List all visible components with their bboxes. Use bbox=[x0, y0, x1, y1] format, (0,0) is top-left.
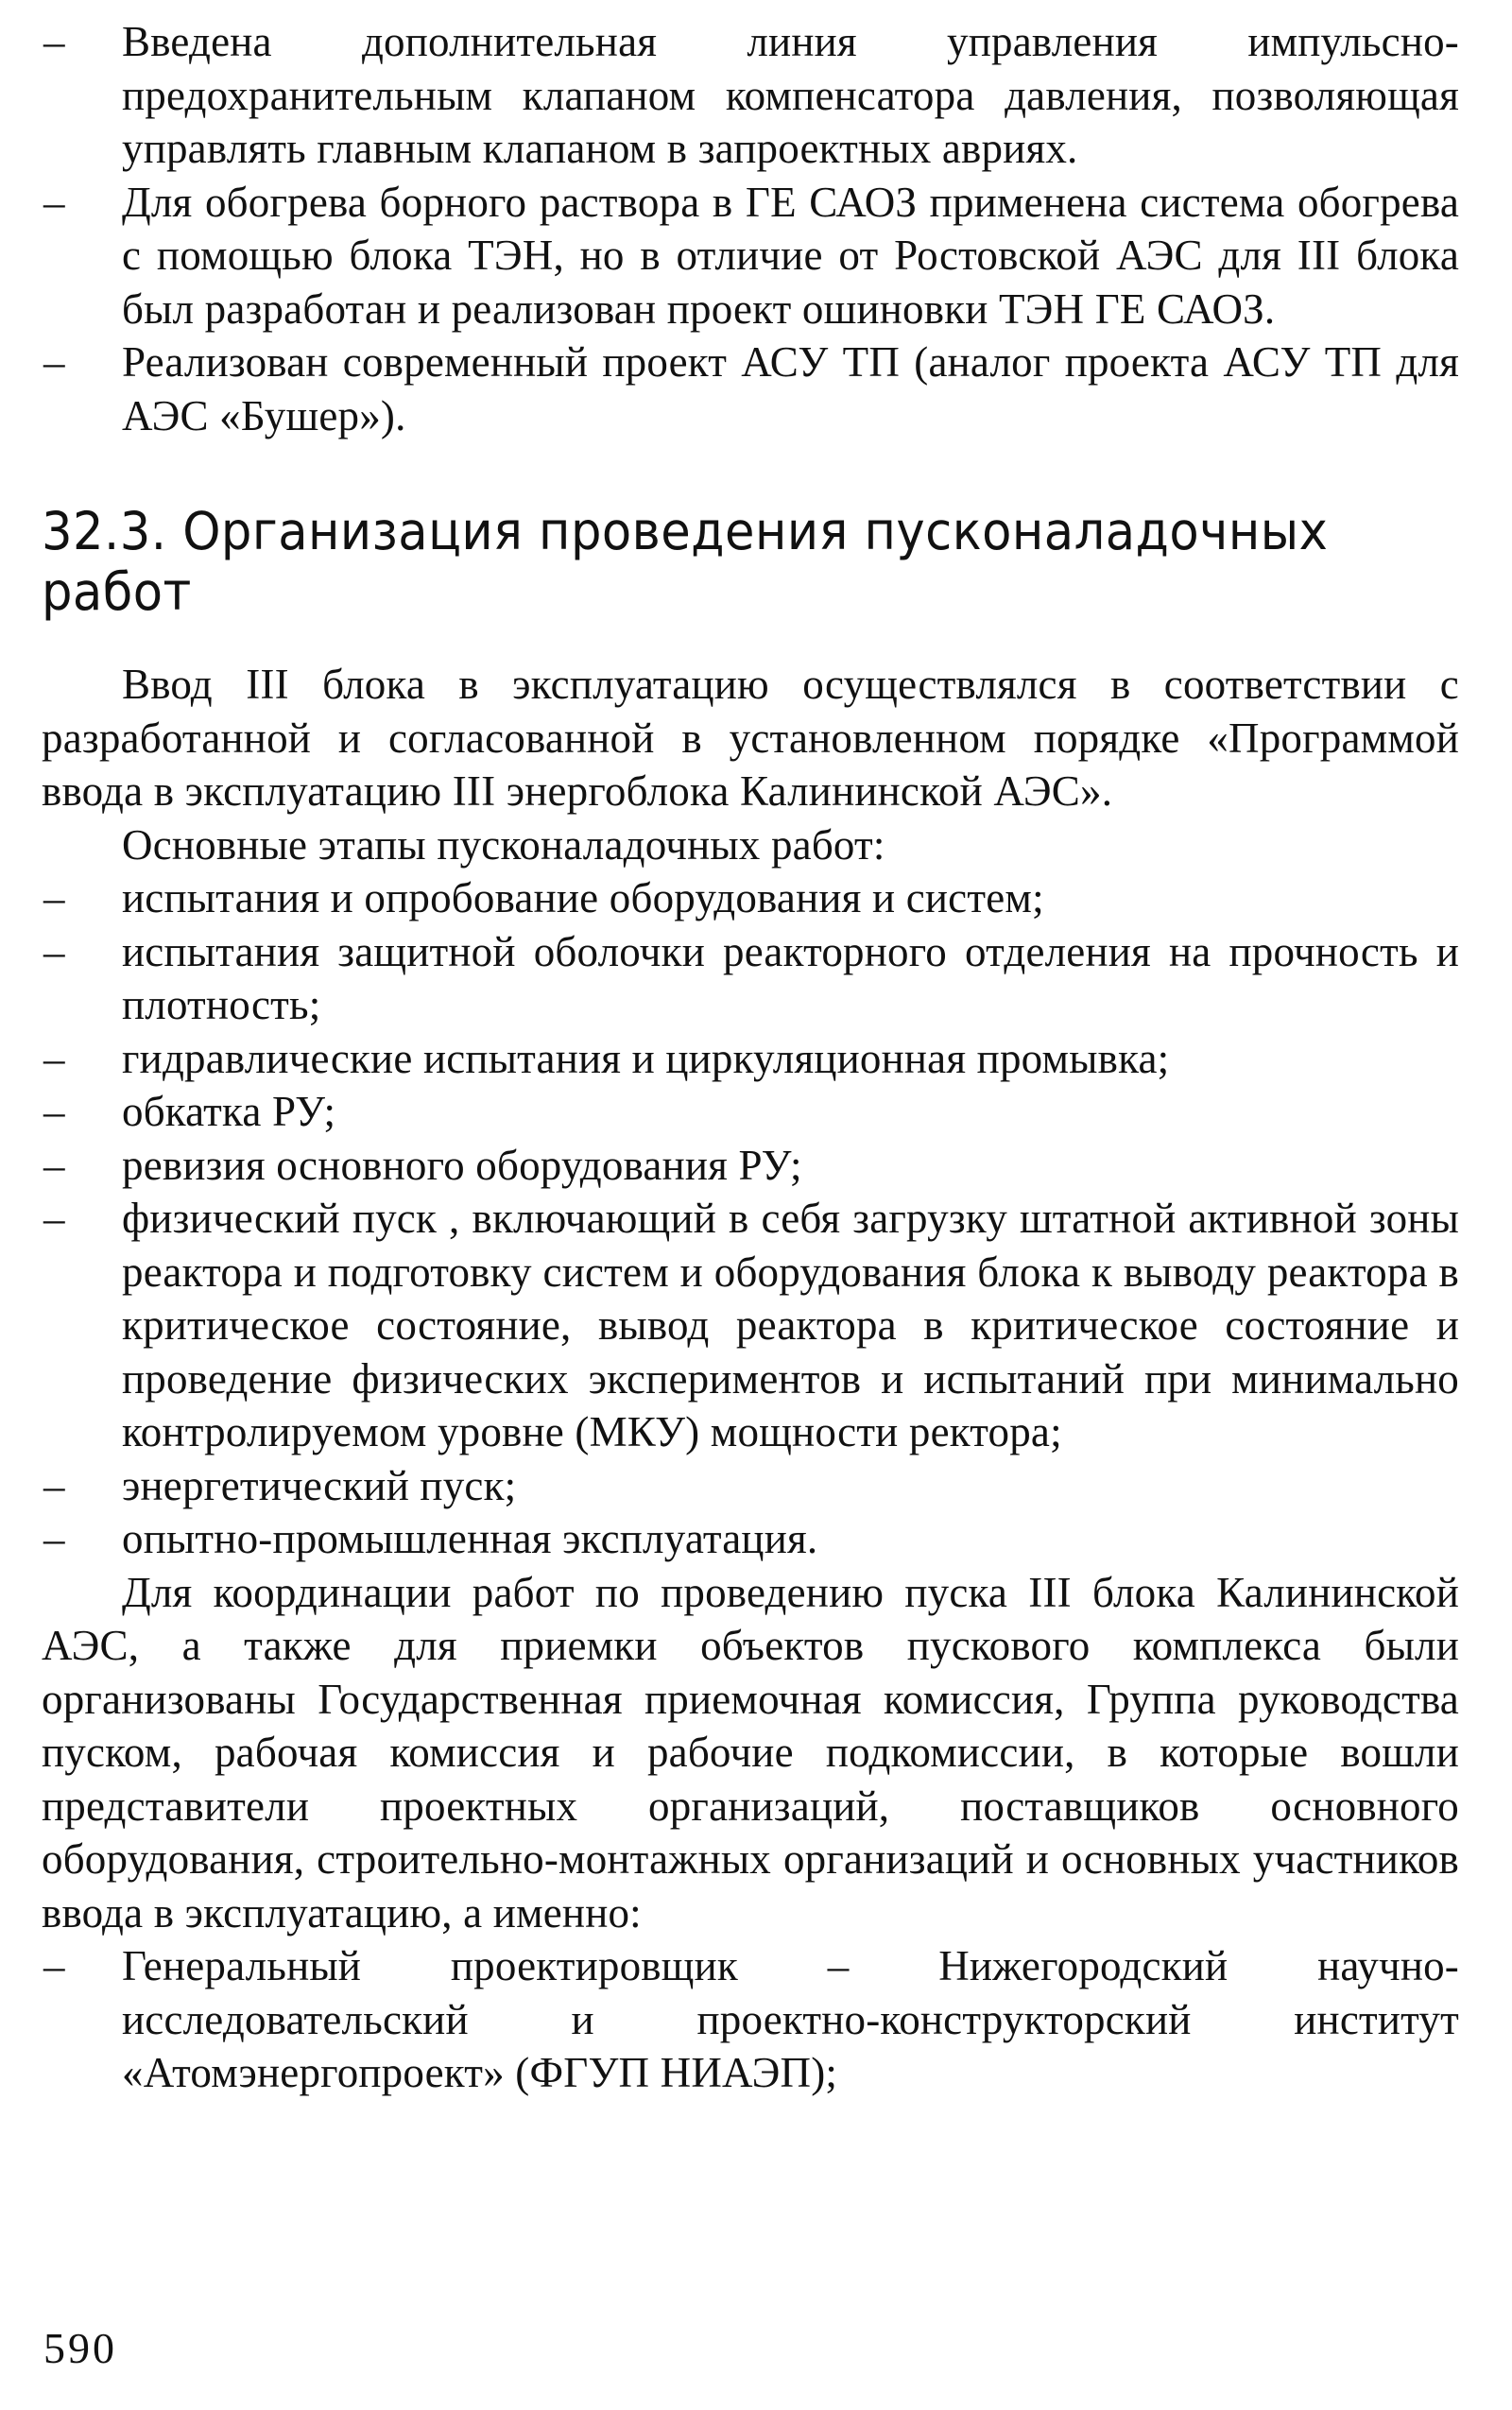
paragraph: Ввод III блока в эксплуатацию осуществлялся в соответствии с разработанной и согласованной в установленном порядке «Программой ввода в эксплуатацию III энергоблока Калининской АЭС». bbox=[42, 661, 1459, 815]
list-dash: – bbox=[43, 1515, 65, 1562]
list-item-text: гидравлические испытания и циркуляционная промывка; bbox=[122, 1034, 1170, 1082]
list-item-text: испытания и опробование оборудования и систем; bbox=[122, 874, 1044, 921]
list-item bbox=[42, 1032, 1459, 1086]
list-dash: – bbox=[43, 18, 65, 65]
list-dash: – bbox=[43, 874, 65, 921]
list-item bbox=[42, 1085, 1459, 1139]
list-item bbox=[42, 1192, 1459, 1459]
intro-list bbox=[42, 15, 1459, 442]
list-dash: – bbox=[43, 1088, 65, 1135]
list-item bbox=[42, 871, 1459, 925]
list-dash: – bbox=[43, 1034, 65, 1082]
list-item bbox=[42, 1512, 1459, 1566]
list-dash: – bbox=[43, 1195, 65, 1242]
section-heading: 32.3. Организация проведения пусконаладочных работ bbox=[42, 501, 1329, 622]
list-item bbox=[42, 1939, 1459, 2100]
participants-list bbox=[42, 1939, 1459, 2100]
list-dash: – bbox=[43, 178, 65, 226]
page-body bbox=[42, 15, 1459, 2100]
list-item bbox=[42, 1459, 1459, 1513]
stages-list bbox=[42, 871, 1459, 1566]
list-item-text: энергетический пуск; bbox=[122, 1461, 517, 1509]
list-item bbox=[42, 15, 1459, 176]
list-item-text: обкатка РУ; bbox=[122, 1088, 336, 1135]
list-item-text: ревизия основного оборудования РУ; bbox=[122, 1141, 802, 1189]
list-dash: – bbox=[43, 1461, 65, 1509]
list-item bbox=[42, 176, 1459, 336]
list-item-text: опытно-промышленная эксплуатация. bbox=[122, 1515, 818, 1562]
list-item-text: физический пуск , включающий в себя загрузку штатной активной зоны реактора и подготовку систем и оборудования блока к выводу реактора в критическое состояние, вывод реактора в критическое состояние и проведение физических экспериментов и испытаний при минимально контролируемом уровне (МКУ) мощности ректора; bbox=[122, 1195, 1459, 1455]
paragraph: Основные этапы пусконаладочных работ: bbox=[122, 820, 885, 869]
list-item-text: Генеральный проектировщик – Нижегородский научно-исследовательский и проектно-конструкторский институт «Атомэнергопроект» (ФГУП НИАЭП); bbox=[122, 1942, 1459, 2096]
list-item-text: Реализован современный проект АСУ ТП (аналог проекта АСУ ТП для АЭС «Бушер»). bbox=[122, 338, 1459, 439]
list-item-text: испытания защитной оболочки реакторного отделения на прочность и плотность; bbox=[122, 927, 1459, 1028]
section-body bbox=[42, 658, 1459, 2100]
list-item-text: Для обогрева борного раствора в ГЕ САОЗ применена система обогрева с помощью блока ТЭН, но в отличие от Ростовской АЭС для III блока был разработан и реализован проект ошиновки ТЭН ГЕ САОЗ. bbox=[122, 178, 1459, 333]
paragraph: Для координации работ по проведению пуска III блока Калининской АЭС, а также для приемки объектов пускового комплекса были организованы Государственная приемочная комиссия, Группа руководства пуском, рабочая комиссия и рабочие подкомиссии, в которые вошли представители проектных организаций, поставщиков основного оборудования, строительно-монтажных организаций и основных участников ввода в эксплуатацию, а именно: bbox=[42, 1568, 1459, 1937]
list-dash: – bbox=[43, 1141, 65, 1189]
page-number: 590 bbox=[43, 2324, 117, 2372]
list-item bbox=[42, 925, 1459, 1032]
list-item bbox=[42, 336, 1459, 442]
list-item-text: Введена дополнительная линия управления импульсно-предохранительным клапаном компенсатора давления, позволяющая управлять главным клапаном в запроектных авриях. bbox=[122, 18, 1459, 172]
list-dash: – bbox=[43, 338, 65, 386]
list-item bbox=[42, 1139, 1459, 1193]
list-dash: – bbox=[43, 927, 65, 975]
list-dash: – bbox=[43, 1942, 65, 1989]
